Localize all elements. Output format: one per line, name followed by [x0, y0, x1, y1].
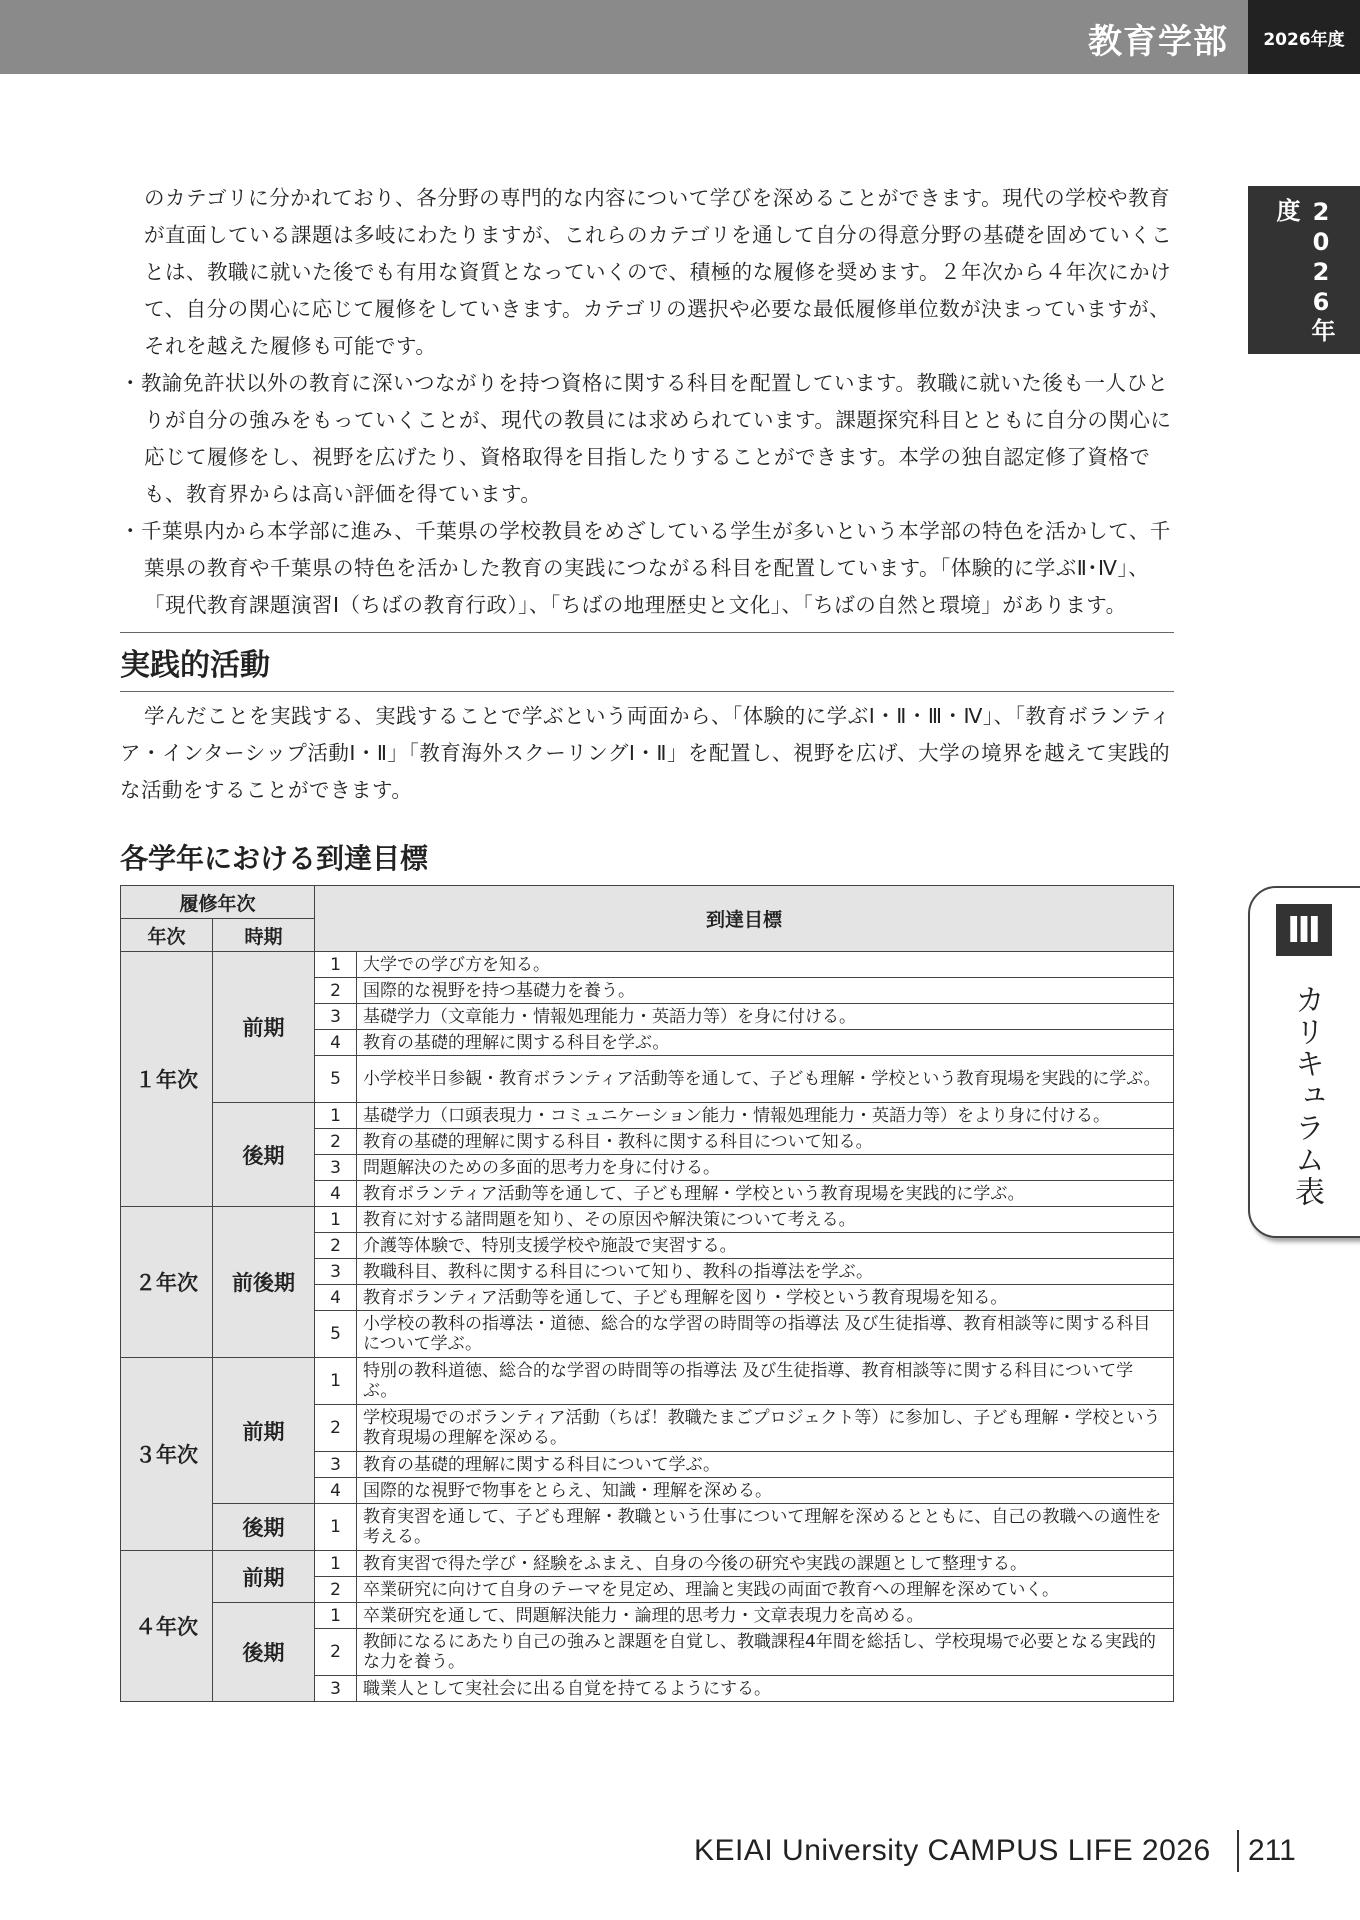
- footer-text: KEIAI University CAMPUS LIFE 2026: [694, 1834, 1211, 1867]
- goal-number: 5: [315, 1056, 357, 1103]
- goal-number: 2: [315, 1577, 357, 1603]
- header-bar: [0, 0, 1248, 74]
- goal-number: 3: [315, 1452, 357, 1478]
- goal-number: 2: [315, 1233, 357, 1259]
- goal-text: 小学校の教科の指導法・道徳、総合的な学習の時間等の指導法 及び生徒指導、教育相談等に関する科目について学ぶ。: [357, 1311, 1174, 1358]
- goals-table: [120, 885, 1174, 1702]
- table-row: [121, 1207, 1174, 1233]
- chapter-label: カリキュラム表: [1289, 984, 1324, 1208]
- goal-text: 教育ボランティア活動等を通して、子ども理解・学校という教育現場を実践的に学ぶ。: [357, 1181, 1174, 1207]
- goal-text: 国際的な視野を持つ基礎力を養う。: [357, 978, 1174, 1004]
- goal-number: 1: [315, 1551, 357, 1577]
- goal-text: 卒業研究に向けて自身のテーマを見定め、理論と実践の両面で教育への理解を深めていく。: [357, 1577, 1174, 1603]
- side-year-badge: [1248, 186, 1360, 354]
- period-cell: 後期: [213, 1504, 315, 1551]
- period-cell: 前期: [213, 1358, 315, 1504]
- page-number: 211: [1248, 1834, 1296, 1867]
- goal-text: 小学校半日参観・教育ボランティア活動等を通して、子ども理解・学校という教育現場を実践的に学ぶ。: [357, 1056, 1174, 1103]
- side-year-text: 2026年度: [1272, 198, 1335, 344]
- goal-number: 1: [315, 1504, 357, 1551]
- table-row: [121, 1603, 1174, 1629]
- goal-number: 1: [315, 952, 357, 978]
- period-cell: 前期: [213, 1551, 315, 1603]
- goal-number: 3: [315, 1004, 357, 1030]
- goal-text: 介護等体験で、特別支援学校や施設で実習する。: [357, 1233, 1174, 1259]
- year-cell: ２年次: [121, 1207, 213, 1358]
- goal-number: 2: [315, 1629, 357, 1676]
- goal-text: 卒業研究を通して、問題解決能力・論理的思考力・文章表現力を高める。: [357, 1603, 1174, 1629]
- goal-text: 教育の基礎的理解に関する科目を学ぶ。: [357, 1030, 1174, 1056]
- col-goal-header: 到達目標: [315, 886, 1174, 952]
- intro-bullet-1: ・教諭免許状以外の教育に深いつながりを持つ資格に関する科目を配置しています。教職に就いた後も一人ひとりが自分の強みをもっていくことが、現代の教員には求められています。課題探究科目とともに自分の関心に応じて履修をし、視野を広げたり、資格取得を目指したりすることができます。本学の独自認定修了資格でも、教育界からは高い評価を得ています。: [120, 371, 1172, 506]
- chapter-number: Ⅲ: [1276, 904, 1332, 956]
- goal-text: 特別の教科道徳、総合的な学習の時間等の指導法 及び生徒指導、教育相談等に関する科目について学ぶ。: [357, 1358, 1174, 1405]
- period-cell: 後期: [213, 1603, 315, 1702]
- header-year-badge: 2026年度: [1248, 0, 1360, 74]
- goal-number: 4: [315, 1285, 357, 1311]
- goal-text: 教育の基礎的理解に関する科目について学ぶ。: [357, 1452, 1174, 1478]
- table-row: [121, 1103, 1174, 1129]
- col-year-header: 年次: [121, 919, 213, 952]
- goal-text: 学校現場でのボランティア活動（ちば！教職たまごプロジェクト等）に参加し、子ども理解・学校という教育現場の理解を深める。: [357, 1405, 1174, 1452]
- chapter-tab[interactable]: [1248, 886, 1360, 1238]
- table-row: [121, 1358, 1174, 1405]
- goal-text: 教育実習で得た学び・経験をふまえ、自身の今後の研究や実践の課題として整理する。: [357, 1551, 1174, 1577]
- page-title: 教育学部: [1088, 22, 1228, 62]
- goal-text: 教育ボランティア活動等を通して、子ども理解を図り・学校という教育現場を知る。: [357, 1285, 1174, 1311]
- goal-text: 基礎学力（口頭表現力・コミュニケーション能力・情報処理能力・英語力等）をより身に付ける。: [357, 1103, 1174, 1129]
- goal-number: 4: [315, 1030, 357, 1056]
- table-row: [121, 952, 1174, 978]
- goal-number: 4: [315, 1478, 357, 1504]
- goal-number: 2: [315, 978, 357, 1004]
- goal-number: 1: [315, 1358, 357, 1405]
- goal-number: 5: [315, 1311, 357, 1358]
- footer-divider: [1237, 1830, 1239, 1872]
- goal-number: 3: [315, 1676, 357, 1702]
- goal-text: 教職科目、教科に関する科目について知り、教科の指導法を学ぶ。: [357, 1259, 1174, 1285]
- goals-table-body: [121, 952, 1174, 1702]
- col-period-header: 時期: [213, 919, 315, 952]
- period-cell: 前期: [213, 952, 315, 1103]
- goal-text: 教育実習を通して、子ども理解・教職という仕事について理解を深めるとともに、自己の教職への適性を考える。: [357, 1504, 1174, 1551]
- year-cell: ４年次: [121, 1551, 213, 1702]
- goal-text: 教育に対する諸問題を知り、その原因や解決策について考える。: [357, 1207, 1174, 1233]
- goal-text: 大学での学び方を知る。: [357, 952, 1174, 978]
- goal-number: 3: [315, 1155, 357, 1181]
- goal-text: 国際的な視野で物事をとらえ、知識・理解を深める。: [357, 1478, 1174, 1504]
- goal-number: 1: [315, 1207, 357, 1233]
- goal-number: 2: [315, 1405, 357, 1452]
- goal-number: 4: [315, 1181, 357, 1207]
- goal-text: 教師になるにあたり自己の強みと課題を自覚し、教職課程4年間を総括し、学校現場で必要となる実践的な力を養う。: [357, 1629, 1174, 1676]
- goal-number: 1: [315, 1603, 357, 1629]
- col-group-header: 履修年次: [121, 886, 315, 919]
- main-content: [120, 180, 1174, 1702]
- practice-paragraph: 学んだことを実践する、実践することで学ぶという両面から、「体験的に学ぶⅠ・Ⅱ・Ⅲ・Ⅳ」、「教育ボランティア・インターシップ活動Ⅰ・Ⅱ」「教育海外スクーリングⅠ・Ⅱ」を配置し、視野を広げ、大学の境界を越えて実践的な活動をすることができます。: [120, 704, 1171, 802]
- goal-number: 3: [315, 1259, 357, 1285]
- goal-text: 基礎学力（文章能力・情報処理能力・英語力等）を身に付ける。: [357, 1004, 1174, 1030]
- table-row: [121, 1504, 1174, 1551]
- goal-text: 問題解決のための多面的思考力を身に付ける。: [357, 1155, 1174, 1181]
- period-cell: 後期: [213, 1103, 315, 1207]
- period-cell: 前後期: [213, 1207, 315, 1358]
- goal-text: 教育の基礎的理解に関する科目・教科に関する科目について知る。: [357, 1129, 1174, 1155]
- section-heading-practice: 実践的活動: [120, 632, 1174, 692]
- goal-number: 1: [315, 1103, 357, 1129]
- year-cell: ３年次: [121, 1358, 213, 1551]
- year-cell: １年次: [121, 952, 213, 1207]
- goal-text: 職業人として実社会に出る自覚を持てるようにする。: [357, 1676, 1174, 1702]
- goal-number: 2: [315, 1129, 357, 1155]
- intro-bullet-2: ・千葉県内から本学部に進み、千葉県の学校教員をめざしている学生が多いという本学部の特色を活かして、千葉県の教育や千葉県の特色を活かした教育の実践につながる科目を配置しています。「体験的に学ぶⅡ･Ⅳ」、「現代教育課題演習Ⅰ（ちばの教育行政）」、「ちばの地理歴史と文化」、「ちばの自然と環境」があります。: [120, 519, 1171, 617]
- table-row: [121, 1551, 1174, 1577]
- intro-paragraph: のカテゴリに分かれており、各分野の専門的な内容について学びを深めることができます。現代の学校や教育が直面している課題は多岐にわたりますが、これらのカテゴリを通して自分の得意分野の基礎を固めていくことは、教職に就いた後でも有用な資質となっていくので、積極的な履修を奨めます。２年次から４年次にかけて、自分の関心に応じて履修をしていきます。カテゴリの選択や必要な最低履修単位数が決まっていますが、それを越えた履修も可能です。: [144, 186, 1173, 358]
- goals-heading: 各学年における到達目標: [120, 842, 429, 875]
